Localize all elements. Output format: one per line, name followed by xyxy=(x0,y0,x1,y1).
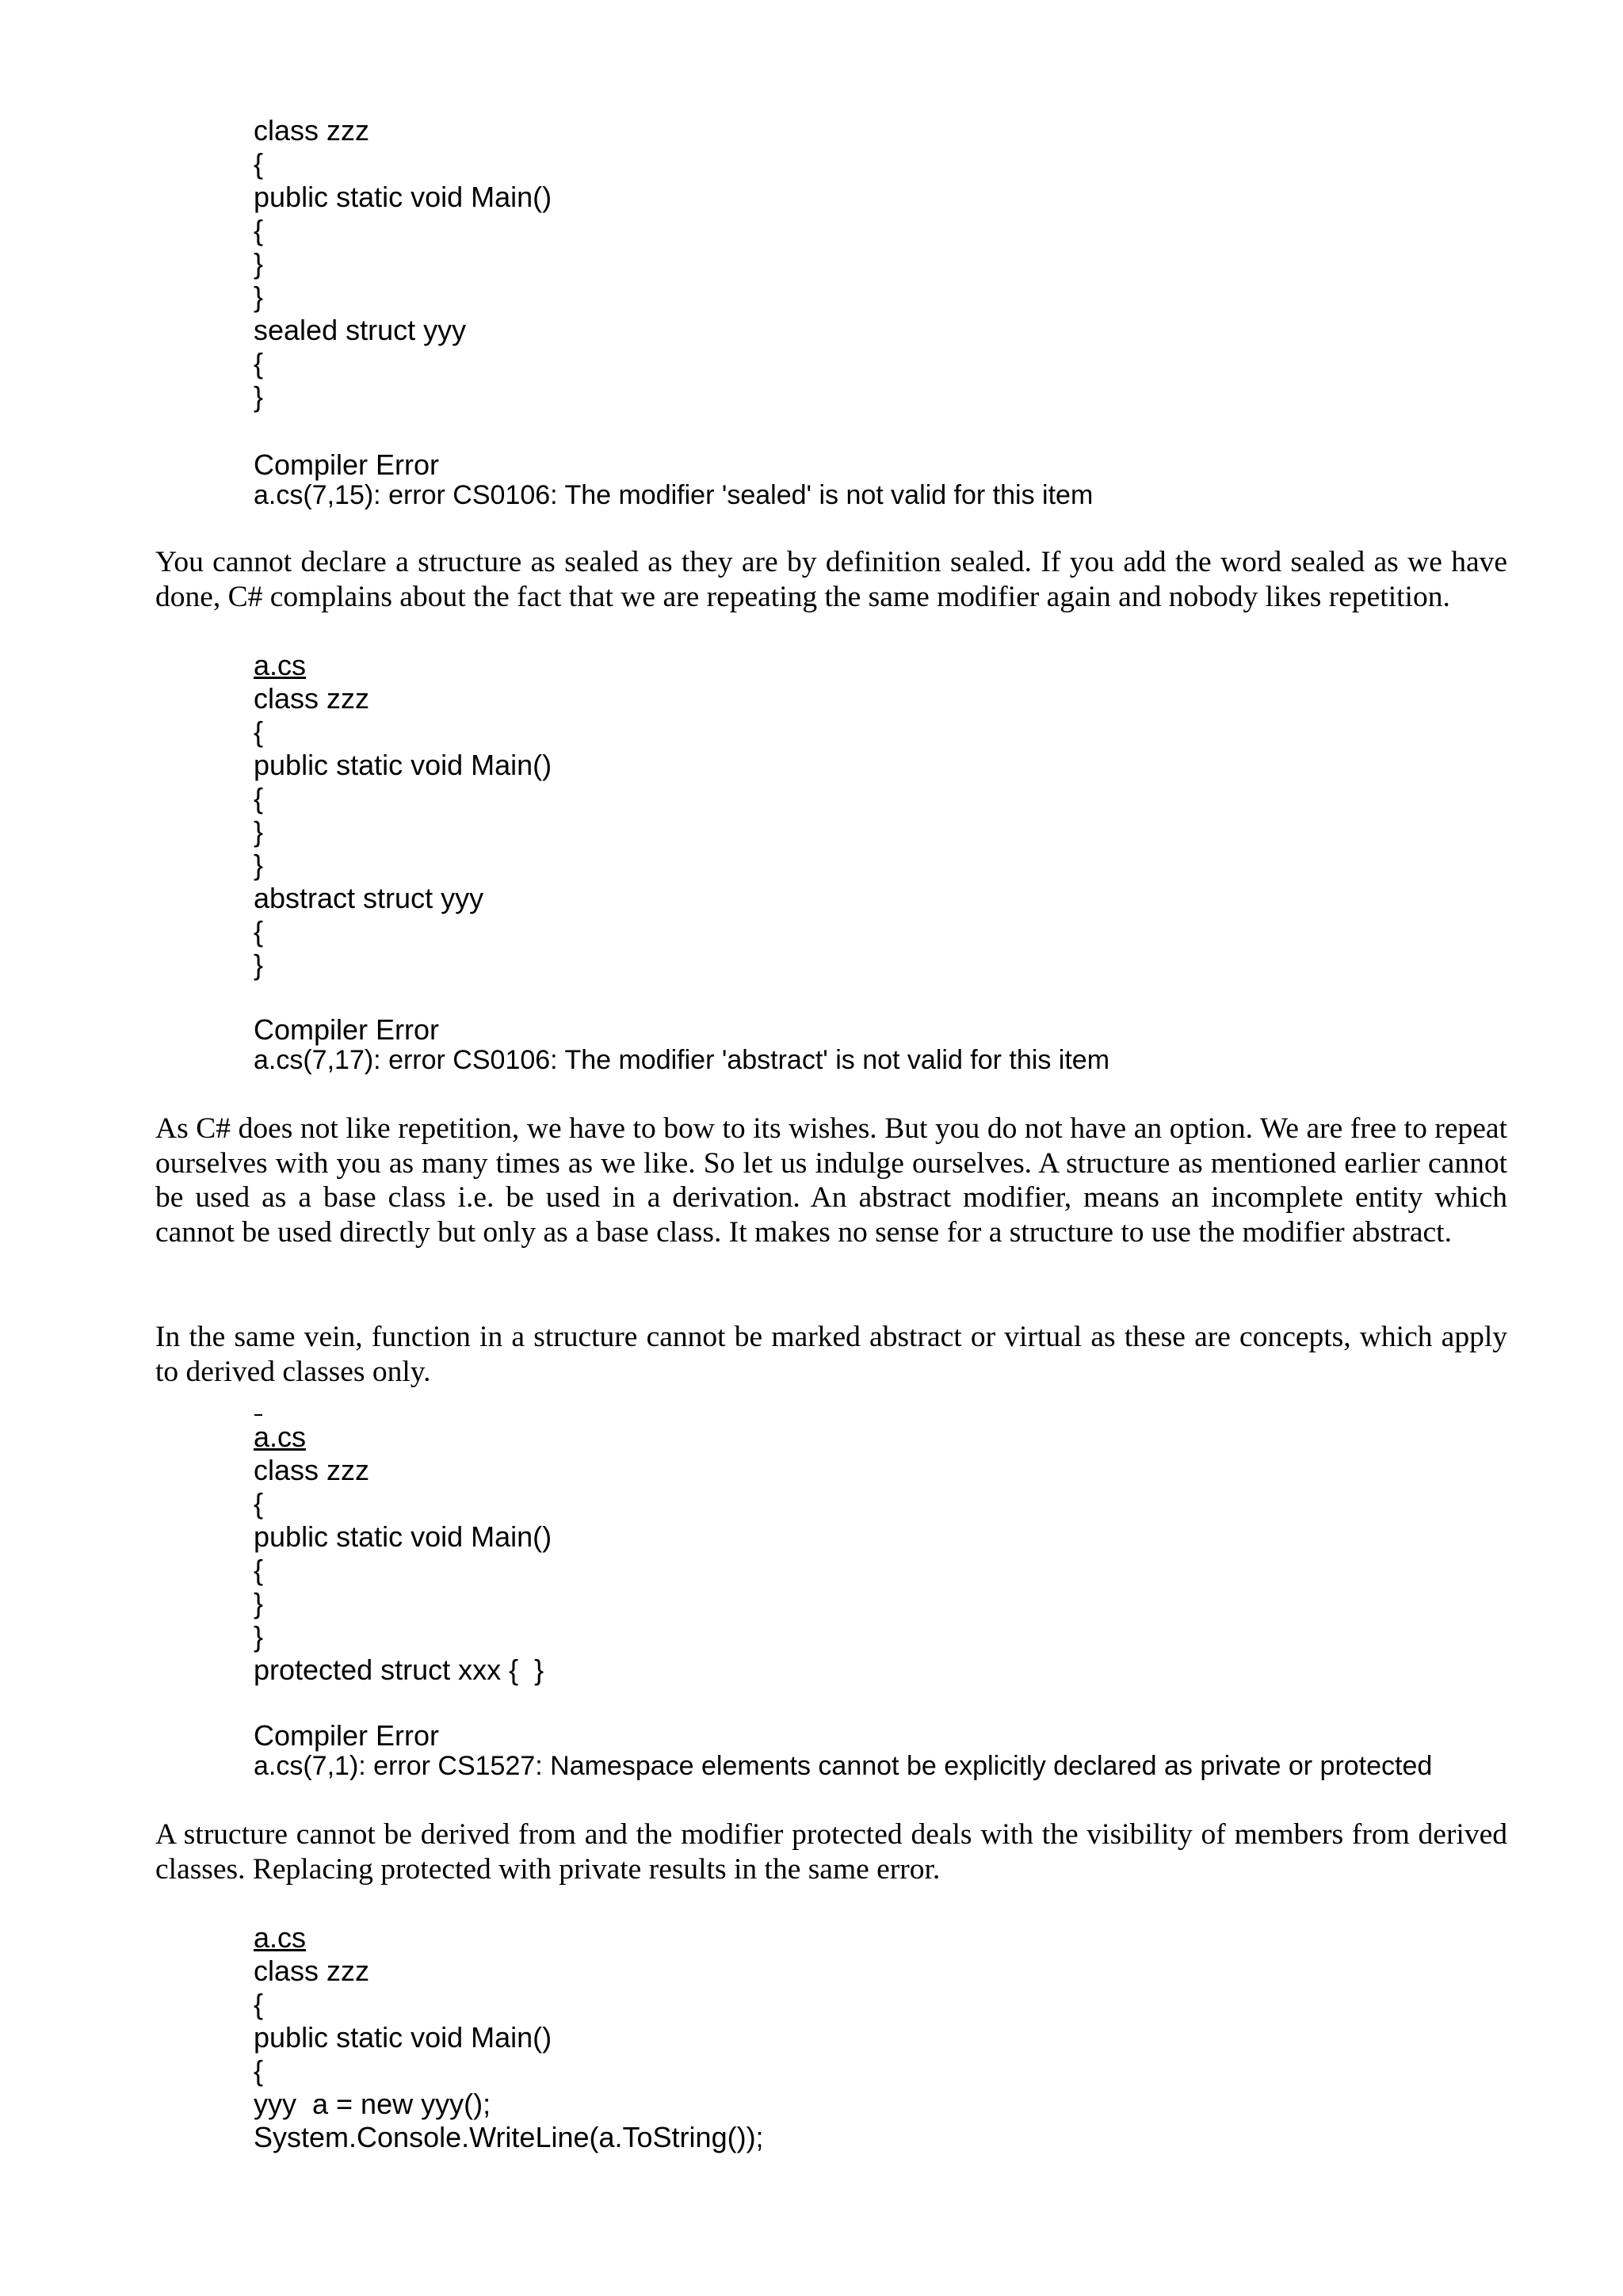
code-block-sealed xyxy=(254,114,1537,414)
error-message: a.cs(7,17): error CS0106: The modifier 'abstract' is not valid for this item xyxy=(254,1045,1110,1075)
code-line: { xyxy=(254,1487,264,1520)
body-paragraph: A structure cannot be derived from and the modifier protected deals with the visibility of members from derived classes. Replacing protected with private results in the same error. xyxy=(155,1818,1507,1886)
compiler-error-abstract xyxy=(254,1014,1569,1076)
code-line: } xyxy=(254,280,264,313)
code-line: public static void Main() xyxy=(254,1520,552,1553)
code-block-protected xyxy=(254,1421,1537,1687)
code-line: class zzz xyxy=(254,682,370,715)
stray-mark xyxy=(254,1414,262,1416)
code-line: System.Console.WriteLine(a.ToString()); xyxy=(254,2121,764,2153)
error-heading: Compiler Error xyxy=(254,1719,440,1752)
code-line: } xyxy=(254,948,264,981)
body-paragraph: As C# does not like repetition, we have to bow to its wishes. But you do not have an option. We are free to repeat ourselves with you as many times as we like. So let us indulge ourselves. A structure as mentioned earlier cannot be used as a base class i.e. be used in a derivation. An abstract modifier, means an incomplete entity which cannot be used directly but only as a base class. It makes no sense for a structure to use the modifier abstract. xyxy=(155,1112,1507,1249)
code-line: { xyxy=(254,915,264,948)
code-line: { xyxy=(254,2054,264,2087)
code-line: } xyxy=(254,1587,264,1619)
code-line: class zzz xyxy=(254,114,370,147)
code-line: abstract struct yyy xyxy=(254,882,484,914)
code-line: { xyxy=(254,347,264,379)
error-message: a.cs(7,15): error CS0106: The modifier 'sealed' is not valid for this item xyxy=(254,480,1094,510)
error-message: a.cs(7,1): error CS1527: Namespace elements cannot be explicitly declared as private or protected xyxy=(254,1751,1433,1781)
code-line: } xyxy=(254,815,264,848)
compiler-error-protected xyxy=(254,1720,1569,1782)
code-line: } xyxy=(254,380,264,413)
code-line: class zzz xyxy=(254,1955,370,1987)
code-line: protected struct xxx { } xyxy=(254,1653,544,1686)
code-line: { xyxy=(254,1554,264,1586)
code-line: { xyxy=(254,147,264,180)
code-line: } xyxy=(254,247,264,280)
code-line: yyy a = new yyy(); xyxy=(254,2088,491,2120)
error-heading: Compiler Error xyxy=(254,1013,440,1046)
filename-label: a.cs xyxy=(254,649,307,681)
code-line: class zzz xyxy=(254,1454,370,1486)
code-line: { xyxy=(254,782,264,814)
code-line: sealed struct yyy xyxy=(254,314,467,346)
code-line: public static void Main() xyxy=(254,749,552,781)
code-line: { xyxy=(254,214,264,246)
code-line: public static void Main() xyxy=(254,181,552,213)
body-paragraph: You cannot declare a structure as sealed as they are by definition sealed. If you add the word sealed as we have done, C# complains about the fact that we are repeating the same modifier again and nobody likes repetition. xyxy=(155,546,1507,613)
code-line: { xyxy=(254,1988,264,2020)
filename-label: a.cs xyxy=(254,1421,307,1453)
code-block-tostring xyxy=(254,1921,1537,2154)
error-heading: Compiler Error xyxy=(254,448,440,481)
code-line: public static void Main() xyxy=(254,2021,552,2054)
filename-label: a.cs xyxy=(254,1921,307,1954)
body-paragraph: In the same vein, function in a structure cannot be marked abstract or virtual as these are concepts, which apply to derived classes only. xyxy=(155,1321,1507,1388)
compiler-error-sealed xyxy=(254,449,1569,511)
code-line: { xyxy=(254,715,264,748)
code-block-abstract xyxy=(254,649,1537,982)
code-line: } xyxy=(254,849,264,881)
code-line: } xyxy=(254,1620,264,1653)
